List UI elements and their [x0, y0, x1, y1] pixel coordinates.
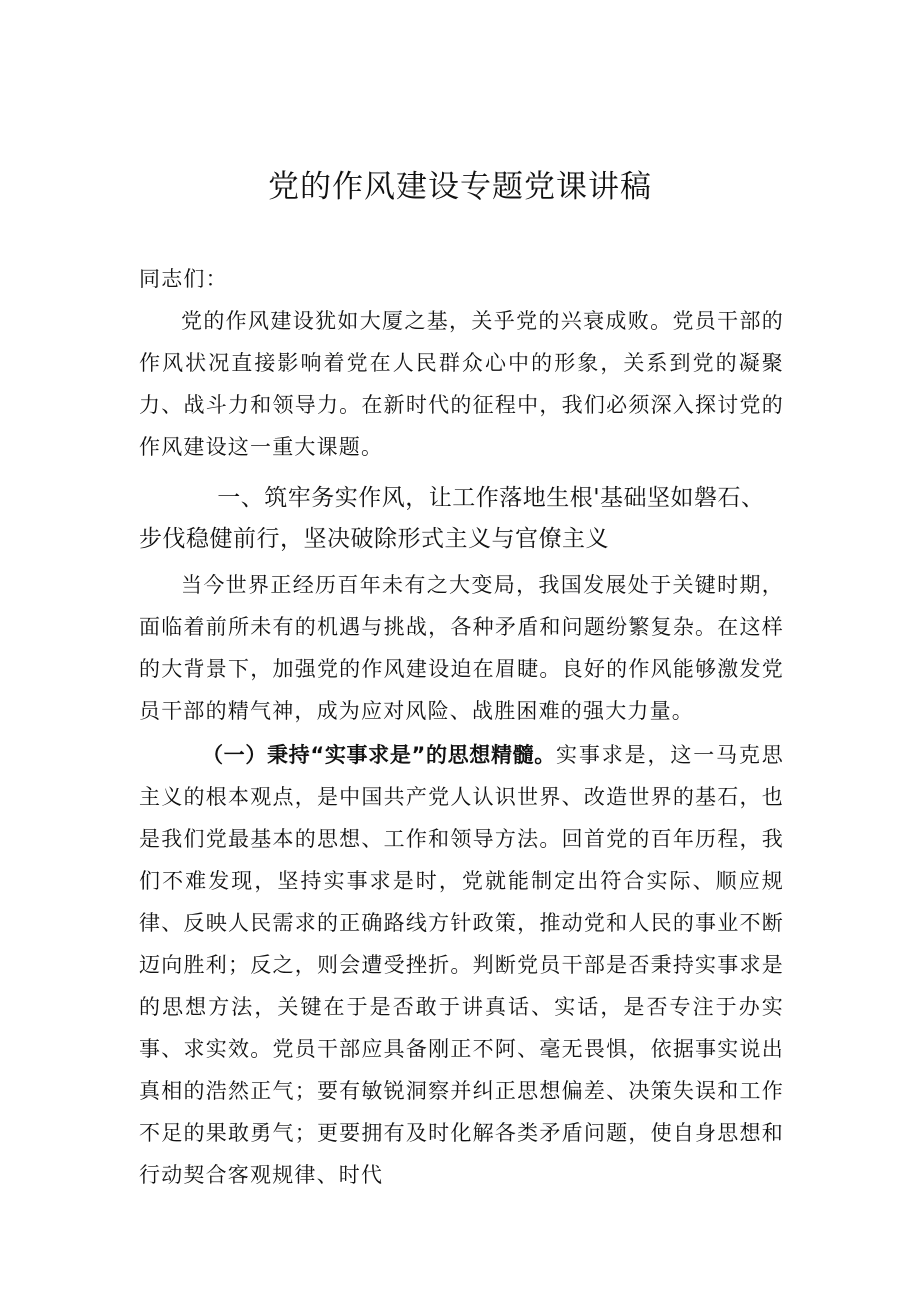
- salutation: 同志们：: [139, 267, 228, 291]
- section-paragraph: 当今世界正经历百年未有之大变局，我国发展处于关键时期，面临着前所未有的机遇与挑战，各种矛盾和问题纷繁复杂。在这样的大背景下，加强党的作风建设迫在眉睫。良好的作风能够激发党员干部的精气神，成为应对风险、战胜困难的强大力量。: [139, 573, 784, 723]
- document-title: 党的作风建设专题党课讲稿: [268, 169, 652, 205]
- section-heading: 一、筑牢务实作风，让工作落地生根'基础坚如磐石、步伐稳健前行，坚决破除形式主义与官僚主义: [139, 485, 765, 552]
- subsection-paragraph: [139, 734, 784, 1196]
- intro-paragraph: 党的作风建设犹如大厦之基，关乎党的兴衰成败。党员干部的作风状况直接影响着党在人民群众心中的形象，关系到党的凝聚力、战斗力和领导力。在新时代的征程中，我们必须深入探讨党的作风建设这一重大课题。: [139, 309, 784, 459]
- subsection-body: 实事求是，这一马克思主义的根本观点，是中国共产党人认识世界、改造世界的基石，也是我们党最基本的思想、工作和领导方法。回首党的百年历程，我们不难发现，坚持实事求是时，党就能制定出符合实际、顺应规律、反映人民需求的正确路线方针政策，推动党和人民的事业不断迈向胜利；反之，则会遭受挫折。判断党员干部是否秉持实事求是的思想方法，关键在于是否敢于讲真话、实话，是否专注于办实事、求实效。党员干部应具备刚正不阿、毫无畏惧，依据事实说出真相的浩然正气；要有敏锐洞察并纠正思想偏差、决策失误和工作不足的果敢勇气；更要拥有及时化解各类矛盾问题，使自身思想和行动契合客观规律、时代: [139, 743, 785, 1187]
- subsection-heading: （一）秉持“实事求是”的思想精髓。: [202, 743, 556, 767]
